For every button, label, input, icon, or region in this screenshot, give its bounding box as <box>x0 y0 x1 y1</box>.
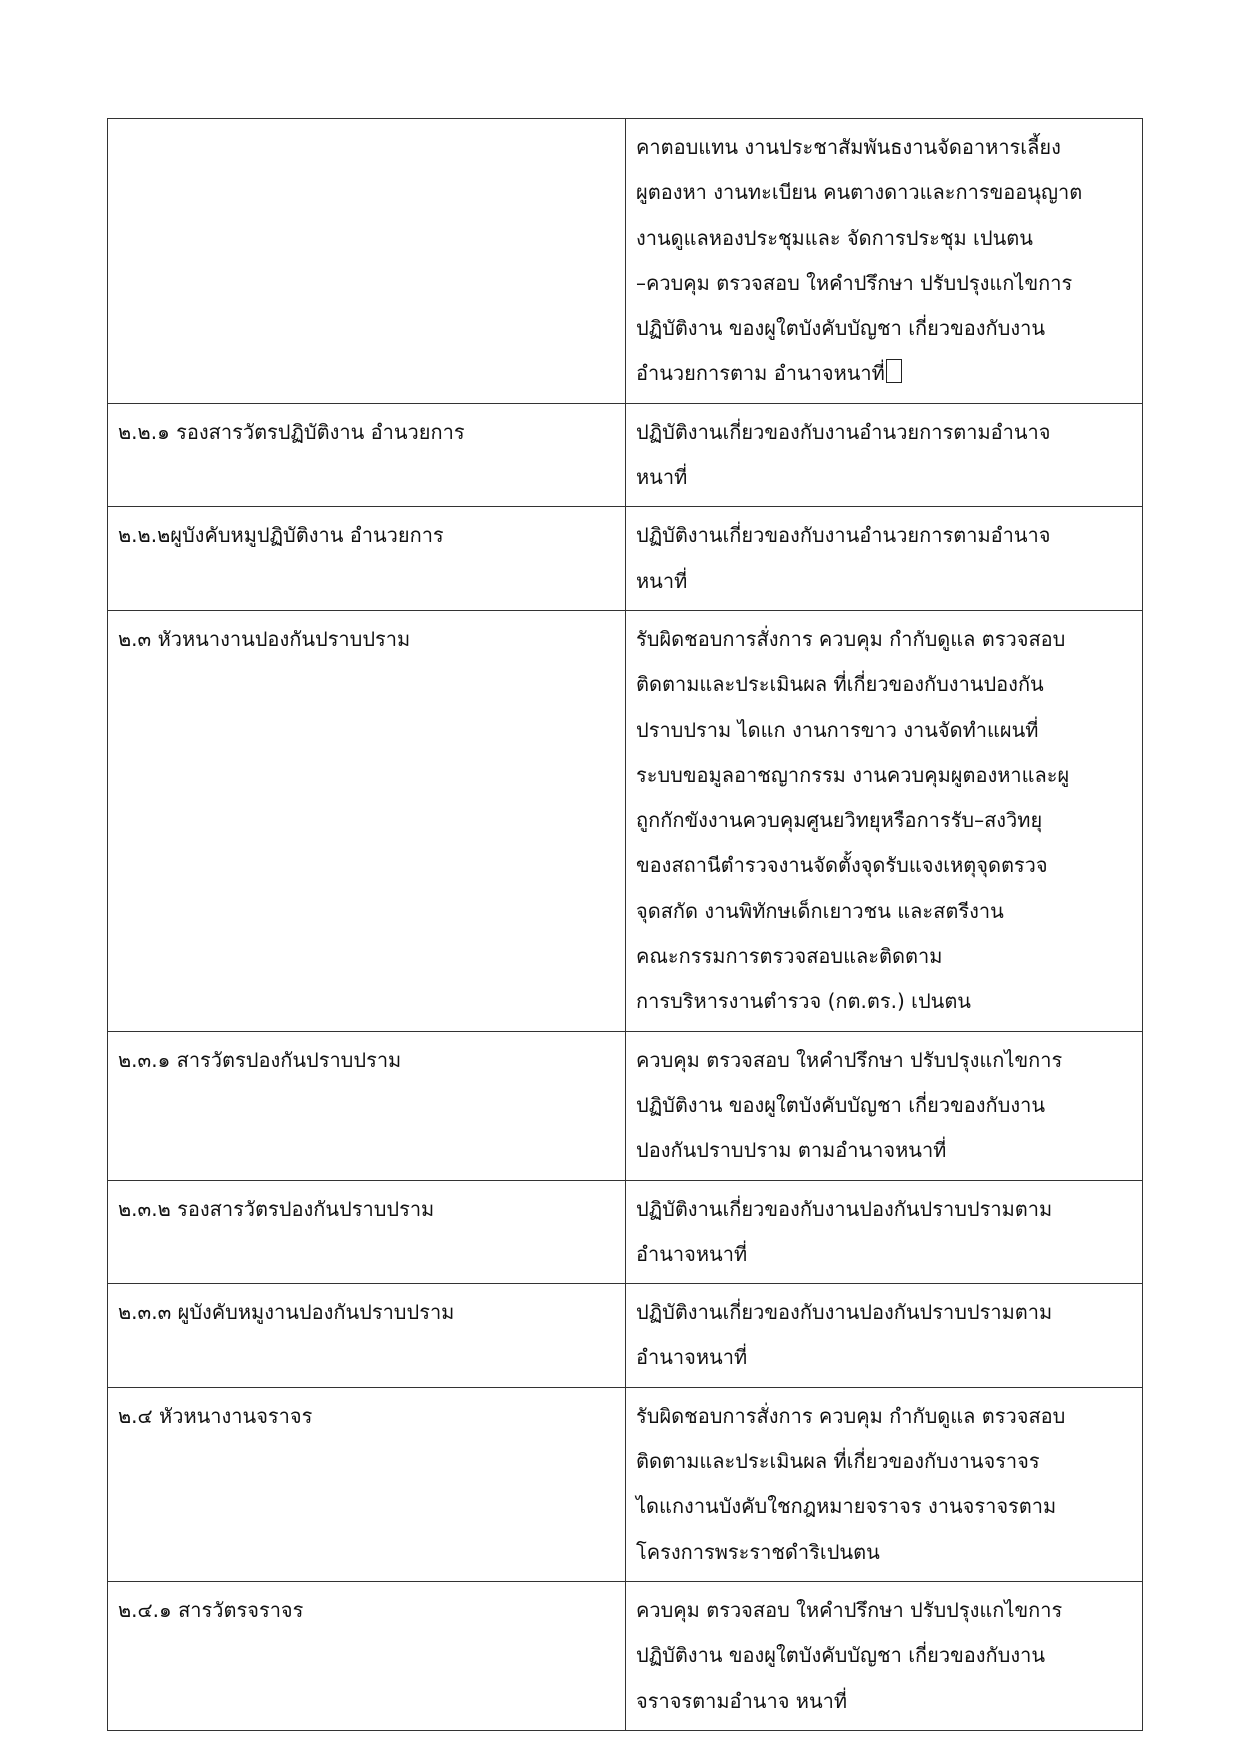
duty-line-with-glyph <box>636 351 1132 396</box>
duty-cell <box>626 119 1143 404</box>
duty-line-text: อํานวยการตาม อํานาจหนาที่ <box>636 361 885 386</box>
duty-cell <box>626 1284 1143 1388</box>
duty-line: คาตอบแทน งานประชาสัมพันธงานจัดอาหารเลี้ยง <box>636 135 1061 159</box>
duty-line: ระบบขอมูลอาชญากรรม งานควบคุมผูตองหาและผู <box>636 762 1070 787</box>
duty-line: ถูกกักขังงานควบคุมศูนยวิทยุหรือการรับ–สงวิทยุ <box>636 808 1043 833</box>
missing-glyph-box-icon <box>886 359 902 383</box>
duty-cell <box>626 507 1143 611</box>
duty-line: โครงการพระราชดําริเปนตน <box>636 1539 880 1564</box>
table-row <box>108 610 1143 1031</box>
duty-line: ปฏิบัติงานเกี่ยวของกับงานอํานวยการตามอํานาจ <box>636 523 1051 548</box>
table-row <box>108 1284 1143 1388</box>
duty-line: ปราบปราม ไดแก งานการขาว งานจัดทําแผนที่ <box>636 717 1039 742</box>
position-cell <box>108 1180 626 1284</box>
duty-line: ปฏิบัติงานเกี่ยวของกับงานปองกันปราบปรามตาม <box>636 1300 1053 1325</box>
duty-table <box>107 118 1143 1731</box>
position-text: ๒.๔.๑ สารวัตรจราจร <box>118 1597 304 1622</box>
duty-cell <box>626 1031 1143 1180</box>
position-text: ๒.๓.๑ สารวัตรปองกันปราบปราม <box>118 1047 402 1072</box>
duty-line: หนาที่ <box>636 465 688 490</box>
table-row <box>108 1581 1143 1730</box>
duty-line: ติดตามและประเมินผล ที่เกี่ยวของกับงานจราจร <box>636 1449 1040 1474</box>
position-cell <box>108 610 626 1031</box>
position-cell <box>108 1581 626 1730</box>
table-row <box>108 1031 1143 1180</box>
duty-cell <box>626 1387 1143 1581</box>
duty-line: อํานาจหนาที่ <box>636 1345 748 1370</box>
duty-line: ปฏิบัติงาน ของผูใตบังคับบัญชา เกี่ยวของกับงาน <box>636 316 1046 341</box>
position-cell <box>108 403 626 507</box>
duty-line: ติดตามและประเมินผล ที่เกี่ยวของกับงานปองกัน <box>636 672 1044 697</box>
duty-line: คณะกรรมการตรวจสอบและติดตาม <box>636 944 943 969</box>
table-row <box>108 119 1143 404</box>
duty-line: ปฏิบัติงานเกี่ยวของกับงานปองกันปราบปรามตาม <box>636 1196 1053 1221</box>
table-row <box>108 507 1143 611</box>
position-cell <box>108 1387 626 1581</box>
position-text: ๒.๓.๓ ผูบังคับหมูงานปองกันปราบปราม <box>118 1300 455 1325</box>
duty-line: หนาที่ <box>636 568 688 593</box>
duty-line: จุดสกัด งานพิทักษเด็กเยาวชน และสตรีงาน <box>636 898 1004 923</box>
position-text: ๒.๓.๒ รองสารวัตรปองกันปราบปราม <box>118 1196 435 1221</box>
duty-line: –ควบคุม ตรวจสอบ ใหคําปรึกษา ปรับปรุงแกไขการ <box>636 270 1073 295</box>
table-row <box>108 1387 1143 1581</box>
position-cell <box>108 507 626 611</box>
position-text: ๒.๔ หัวหนางานจราจร <box>118 1403 313 1428</box>
duty-cell <box>626 1180 1143 1284</box>
duty-line: ปฏิบัติงานเกี่ยวของกับงานอํานวยการตามอํานาจ <box>636 419 1051 444</box>
duty-cell <box>626 403 1143 507</box>
duty-line: ปฏิบัติงาน ของผูใตบังคับบัญชา เกี่ยวของกับงาน <box>636 1643 1046 1668</box>
duty-cell <box>626 1581 1143 1730</box>
position-text: ๒.๒.๑ รองสารวัตรปฏิบัติงาน อํานวยการ <box>118 419 465 444</box>
duty-line: ไดแกงานบังคับใชกฎหมายจราจร งานจราจรตาม <box>636 1494 1057 1519</box>
position-cell <box>108 119 626 404</box>
duty-line: อํานาจหนาที่ <box>636 1241 748 1266</box>
duty-line: งานดูแลหองประชุมและ จัดการประชุม เปนตน <box>636 225 1033 250</box>
duty-line: จราจรตามอํานาจ หนาที่ <box>636 1688 848 1713</box>
duty-line: ควบคุม ตรวจสอบ ใหคําปรึกษา ปรับปรุงแกไขการ <box>636 1597 1063 1622</box>
duty-line: ผูตองหา งานทะเบียน คนตางดาวและการขออนุญาต <box>636 180 1083 205</box>
position-text: ๒.๒.๒ผูบังคับหมูปฏิบัติงาน อํานวยการ <box>118 523 444 548</box>
table-row <box>108 403 1143 507</box>
duty-line: รับผิดชอบการสั่งการ ควบคุม กํากับดูแล ตรวจสอบ <box>636 626 1066 651</box>
duty-line: การบริหารงานตํารวจ (กต.ตร.) เปนตน <box>636 989 971 1014</box>
duty-cell <box>626 610 1143 1031</box>
table-row <box>108 1180 1143 1284</box>
position-text: ๒.๓ หัวหนางานปองกันปราบปราม <box>118 626 411 651</box>
duty-line: ควบคุม ตรวจสอบ ใหคําปรึกษา ปรับปรุงแกไขการ <box>636 1047 1063 1072</box>
duty-line: รับผิดชอบการสั่งการ ควบคุม กํากับดูแล ตรวจสอบ <box>636 1403 1066 1428</box>
duty-line: ของสถานีตํารวจงานจัดตั้งจุดรับแจงเหตุจุดตรวจ <box>636 853 1048 878</box>
duty-line: ปฏิบัติงาน ของผูใตบังคับบัญชา เกี่ยวของกับงาน <box>636 1092 1046 1117</box>
position-cell <box>108 1031 626 1180</box>
duty-line: ปองกันปราบปราม ตามอํานาจหนาที่ <box>636 1138 947 1163</box>
position-cell <box>108 1284 626 1388</box>
